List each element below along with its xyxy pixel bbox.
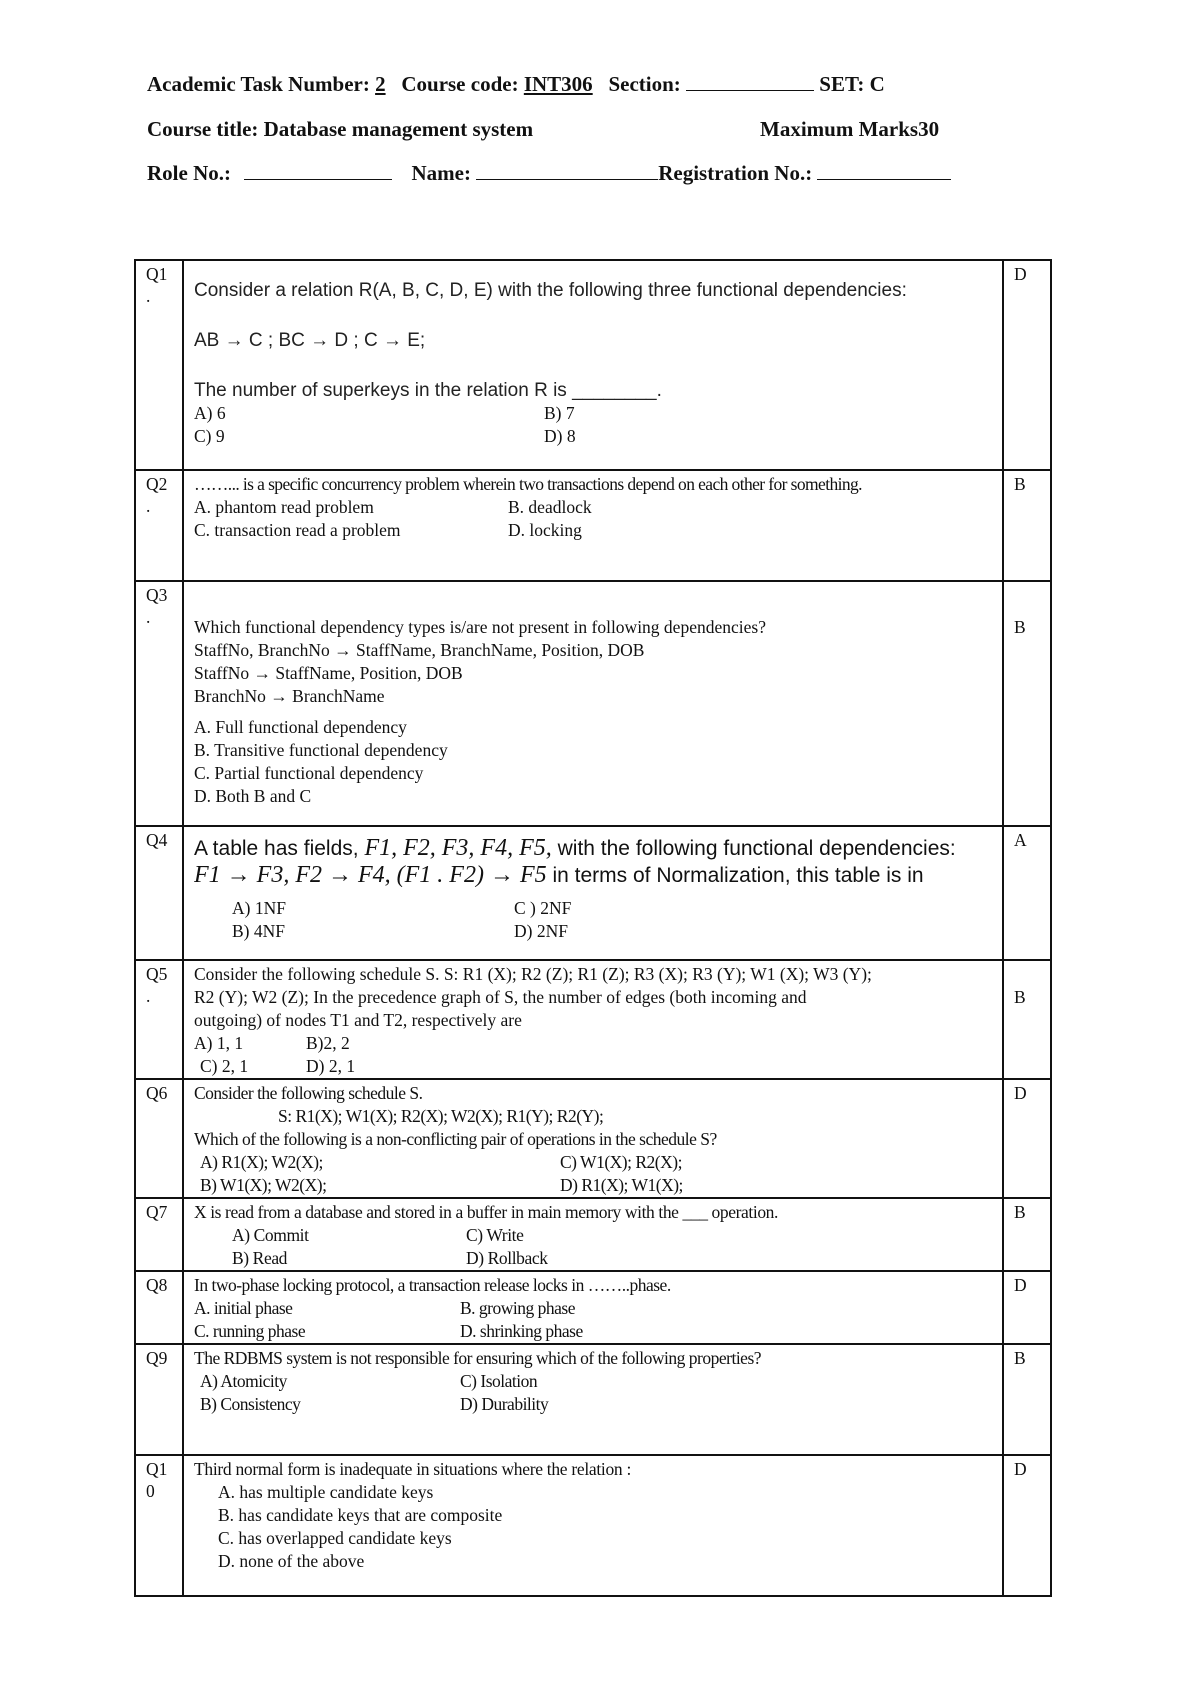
- answer-key: D: [1003, 1455, 1051, 1596]
- name-label: Name:: [411, 161, 471, 185]
- option-a: A. phantom read problem: [194, 497, 374, 517]
- question-row: [135, 1344, 1051, 1455]
- option-a: A) Commit: [232, 1225, 309, 1245]
- option-c: C. has overlapped candidate keys: [218, 1528, 452, 1548]
- option-d: D. locking: [508, 520, 582, 540]
- header-line-1: [147, 72, 885, 97]
- question-row: [135, 1455, 1051, 1596]
- question-body: [183, 826, 1003, 960]
- question-number: Q4: [135, 826, 183, 960]
- answer-key: B: [1003, 581, 1051, 826]
- question-body: [183, 581, 1003, 826]
- question-body: [183, 1079, 1003, 1198]
- question-body: [183, 1344, 1003, 1455]
- question-text: Which of the following is a non-conflicting pair of operations in the schedule S?: [194, 1129, 717, 1149]
- option-b: B)2, 2: [306, 1033, 350, 1053]
- option-d: D) 2NF: [514, 921, 568, 941]
- option-d: D) Durability: [460, 1394, 549, 1414]
- option-c: C) W1(X); R2(X);: [560, 1152, 682, 1172]
- question-row: [135, 260, 1051, 470]
- max-marks-label: Maximum Marks: [760, 117, 919, 141]
- question-text: The RDBMS system is not responsible for ensuring which of the following properties?: [194, 1348, 762, 1368]
- question-body: [183, 1455, 1003, 1596]
- roll-label: Role No.:: [147, 161, 231, 185]
- answer-key: D: [1003, 1271, 1051, 1344]
- option-a: A. has multiple candidate keys: [218, 1482, 434, 1502]
- max-marks-value: 30: [918, 117, 940, 141]
- question-text: In two-phase locking protocol, a transaction release locks in ……..phase.: [194, 1275, 671, 1295]
- option-a: A) Atomicity: [200, 1371, 287, 1391]
- question-body: [183, 960, 1003, 1079]
- option-d: D. none of the above: [218, 1551, 365, 1571]
- option-d: D) 2, 1: [306, 1056, 356, 1076]
- question-text: Third normal form is inadequate in situations where the relation :: [194, 1459, 632, 1479]
- reg-blank[interactable]: [817, 161, 951, 180]
- roll-blank[interactable]: [244, 161, 392, 180]
- max-marks: [760, 117, 939, 142]
- question-row: [135, 1079, 1051, 1198]
- question-number: Q1 .: [135, 260, 183, 470]
- question-text: outgoing) of nodes T1 and T2, respectively are: [194, 1010, 522, 1030]
- answer-key: A: [1003, 826, 1051, 960]
- question-table: [134, 259, 1052, 1597]
- question-text: X is read from a database and stored in a buffer in main memory with the ___ operation.: [194, 1202, 778, 1222]
- dependency-line: StaffNo → StaffName, Position, DOB: [194, 663, 463, 683]
- question-number: Q3 .: [135, 581, 183, 826]
- section-blank[interactable]: [686, 72, 814, 91]
- question-number: Q8: [135, 1271, 183, 1344]
- course-title-label: Course title:: [147, 117, 259, 141]
- task-number: 2: [375, 72, 386, 96]
- option-a: A) 6: [194, 403, 226, 423]
- option-c: C) 2, 1: [200, 1056, 249, 1076]
- question-number: Q9: [135, 1344, 183, 1455]
- option-b: B) 4NF: [232, 921, 285, 941]
- option-b: B) 7: [544, 403, 575, 423]
- option-d: D. Both B and C: [194, 786, 312, 806]
- question-body: [183, 1271, 1003, 1344]
- answer-key: D: [1003, 260, 1051, 470]
- question-number: Q5 .: [135, 960, 183, 1079]
- question-number: Q2 .: [135, 470, 183, 581]
- question-prompt: The number of superkeys in the relation R is ________.: [194, 380, 662, 401]
- option-c: C) Isolation: [460, 1371, 538, 1391]
- question-row: [135, 470, 1051, 581]
- option-b: B. growing phase: [460, 1298, 575, 1318]
- option-c: C) 9: [194, 426, 225, 446]
- option-d: D) Rollback: [466, 1248, 548, 1268]
- question-text-image: Consider a relation R(A, B, C, D, E) with the following three functional dependencies:: [194, 280, 907, 301]
- answer-key: B: [1003, 470, 1051, 581]
- dependency-text: AB → C ; BC → D ; C → E;: [194, 330, 426, 351]
- course-code-label: Course code:: [401, 72, 519, 96]
- course-title: Database management system: [263, 117, 534, 141]
- option-c: C. running phase: [194, 1321, 306, 1341]
- answer-key: B: [1003, 960, 1051, 1079]
- option-c: C ) 2NF: [514, 898, 572, 918]
- course-code: INT306: [523, 72, 593, 96]
- question-text: Which functional dependency types is/are not present in following dependencies?: [194, 617, 766, 637]
- option-b: B. deadlock: [508, 497, 592, 517]
- dependency-line: StaffNo, BranchNo → StaffName, BranchName, Position, DOB: [194, 640, 645, 660]
- option-b: B) Consistency: [200, 1394, 301, 1414]
- question-number: Q6: [135, 1079, 183, 1198]
- question-row: [135, 1271, 1051, 1344]
- task-label: Academic Task Number:: [147, 72, 370, 96]
- option-d: D. shrinking phase: [460, 1321, 583, 1341]
- reg-label: Registration No.:: [658, 161, 813, 185]
- question-body: [183, 1198, 1003, 1271]
- question-body: [183, 470, 1003, 581]
- question-text-image: F1 → F3, F2 → F4, (F1 . F2) → F5 in terms of Normalization, this table is in: [194, 864, 924, 887]
- question-row: [135, 826, 1051, 960]
- answer-key: B: [1003, 1344, 1051, 1455]
- option-b: B) Read: [232, 1248, 288, 1268]
- option-c: C) Write: [466, 1225, 524, 1245]
- option-d: D) 8: [544, 426, 576, 446]
- schedule-text: S: R1(X); W1(X); R2(X); W2(X); R1(Y); R2(Y);: [278, 1106, 604, 1126]
- option-a: A) R1(X); W2(X);: [200, 1152, 323, 1172]
- question-text: R2 (Y); W2 (Z); In the precedence graph of S, the number of edges (both incoming and: [194, 987, 807, 1007]
- option-b: B. has candidate keys that are composite: [218, 1505, 503, 1525]
- set-label: SET: C: [819, 72, 885, 96]
- question-number: Q1 0: [135, 1455, 183, 1596]
- dependency-line: BranchNo → BranchName: [194, 686, 385, 706]
- section-label: Section:: [608, 72, 681, 96]
- option-b: B) W1(X); W2(X);: [200, 1175, 327, 1195]
- question-number: Q7: [135, 1198, 183, 1271]
- question-row: [135, 960, 1051, 1079]
- option-a: A. initial phase: [194, 1298, 293, 1318]
- question-text-image: A table has fields, F1, F2, F3, F4, F5, with the following functional dependencies:: [194, 837, 956, 860]
- question-text: ……... is a specific concurrency problem wherein two transactions depend on each other for something.: [194, 474, 862, 494]
- question-row: [135, 581, 1051, 826]
- option-c: C. transaction read a problem: [194, 520, 401, 540]
- option-d: D) R1(X); W1(X);: [560, 1175, 683, 1195]
- question-body: [183, 260, 1003, 470]
- question-text: Consider the following schedule S. S: R1 (X); R2 (Z); R1 (Z); R3 (X); R3 (Y); W1 (X); W3 (Y);: [194, 964, 872, 984]
- option-a: A) 1NF: [232, 898, 286, 918]
- header-line-2: [147, 117, 533, 142]
- answer-key: D: [1003, 1079, 1051, 1198]
- header-line-3: [147, 161, 951, 186]
- answer-key: B: [1003, 1198, 1051, 1271]
- question-text: Consider the following schedule S.: [194, 1083, 423, 1103]
- option-b: B. Transitive functional dependency: [194, 740, 448, 760]
- name-blank[interactable]: [476, 161, 658, 180]
- option-c: C. Partial functional dependency: [194, 763, 424, 783]
- option-a: A) 1, 1: [194, 1033, 244, 1053]
- question-row: [135, 1198, 1051, 1271]
- option-a: A. Full functional dependency: [194, 717, 407, 737]
